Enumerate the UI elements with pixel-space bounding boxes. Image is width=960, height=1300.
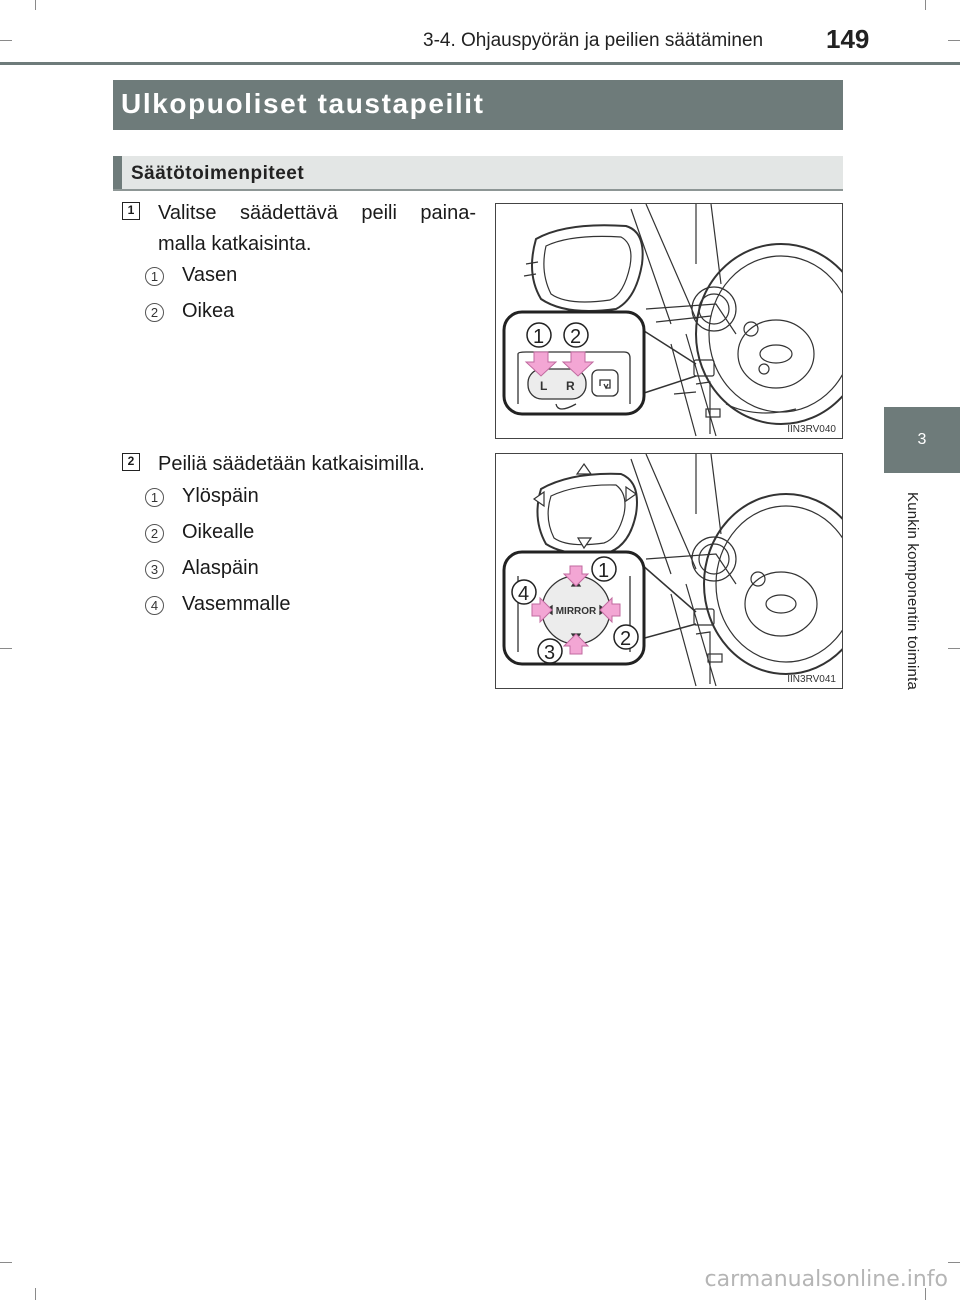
figure-code: IIN3RV041 xyxy=(787,674,836,685)
callout-number: 4 xyxy=(518,583,530,605)
section-title: Ulkopuoliset taustapeilit xyxy=(113,80,843,130)
item-label: Oikealle xyxy=(182,521,255,543)
subsection-title: Säätötoimenpiteet xyxy=(131,163,305,184)
chapter-tab xyxy=(884,407,960,473)
callout-number: 1 xyxy=(598,560,610,582)
switch-label-left: L xyxy=(540,379,548,393)
switch-label: MIRROR xyxy=(555,606,597,617)
item-label: Oikea xyxy=(182,300,235,322)
crop-mark xyxy=(0,648,12,649)
chapter-tab-number: 3 xyxy=(917,431,927,448)
figure-code: IIN3RV040 xyxy=(787,424,836,435)
item-label: Vasemmalle xyxy=(182,593,291,615)
item-label: Vasen xyxy=(182,264,238,286)
crop-mark xyxy=(948,1262,960,1263)
crop-mark xyxy=(35,0,36,10)
dashboard-illustration xyxy=(496,204,842,438)
callout-number: 1 xyxy=(533,326,545,348)
switch-label-right: R xyxy=(566,379,575,393)
item-number: 3 xyxy=(145,560,164,579)
item-number: 2 xyxy=(145,524,164,543)
item-label: Ylöspäin xyxy=(182,485,259,507)
step-number-box: 1 xyxy=(122,202,140,220)
crop-mark xyxy=(0,1262,12,1263)
step-instruction xyxy=(158,198,476,260)
chapter-header: 3-4. Ohjauspyörän ja peilien säätäminen xyxy=(423,30,764,51)
item-number: 2 xyxy=(145,303,164,322)
item-number: 4 xyxy=(145,596,164,615)
dashboard-illustration xyxy=(496,454,842,688)
chapter-tab-name: Kunkin komponentin toiminta xyxy=(904,492,921,691)
subsection-bar xyxy=(113,156,122,189)
page-number: 149 xyxy=(826,24,870,54)
header-rule xyxy=(0,62,960,65)
figure-adjust-mirror xyxy=(495,453,843,689)
callout-number: 3 xyxy=(544,642,556,664)
crop-mark xyxy=(0,40,12,41)
item-label: Alaspäin xyxy=(182,557,259,579)
watermark: carmanualsonline.info xyxy=(704,1267,948,1292)
callout-number: 2 xyxy=(620,628,632,650)
step-number-box: 2 xyxy=(122,453,140,471)
crop-mark xyxy=(925,0,926,10)
step-instruction-line: malla katkaisinta. xyxy=(158,233,312,255)
callout-number: 2 xyxy=(570,326,582,348)
crop-mark xyxy=(948,648,960,649)
step-instruction: Peiliä säädetään katkaisimilla. xyxy=(158,453,425,475)
item-number: 1 xyxy=(145,488,164,507)
subsection-band xyxy=(113,156,843,191)
crop-mark xyxy=(948,40,960,41)
item-number: 1 xyxy=(145,267,164,286)
figure-select-mirror xyxy=(495,203,843,439)
step-instruction-line: Valitse säädettävä peili paina- xyxy=(158,202,476,224)
crop-mark xyxy=(35,1288,36,1300)
